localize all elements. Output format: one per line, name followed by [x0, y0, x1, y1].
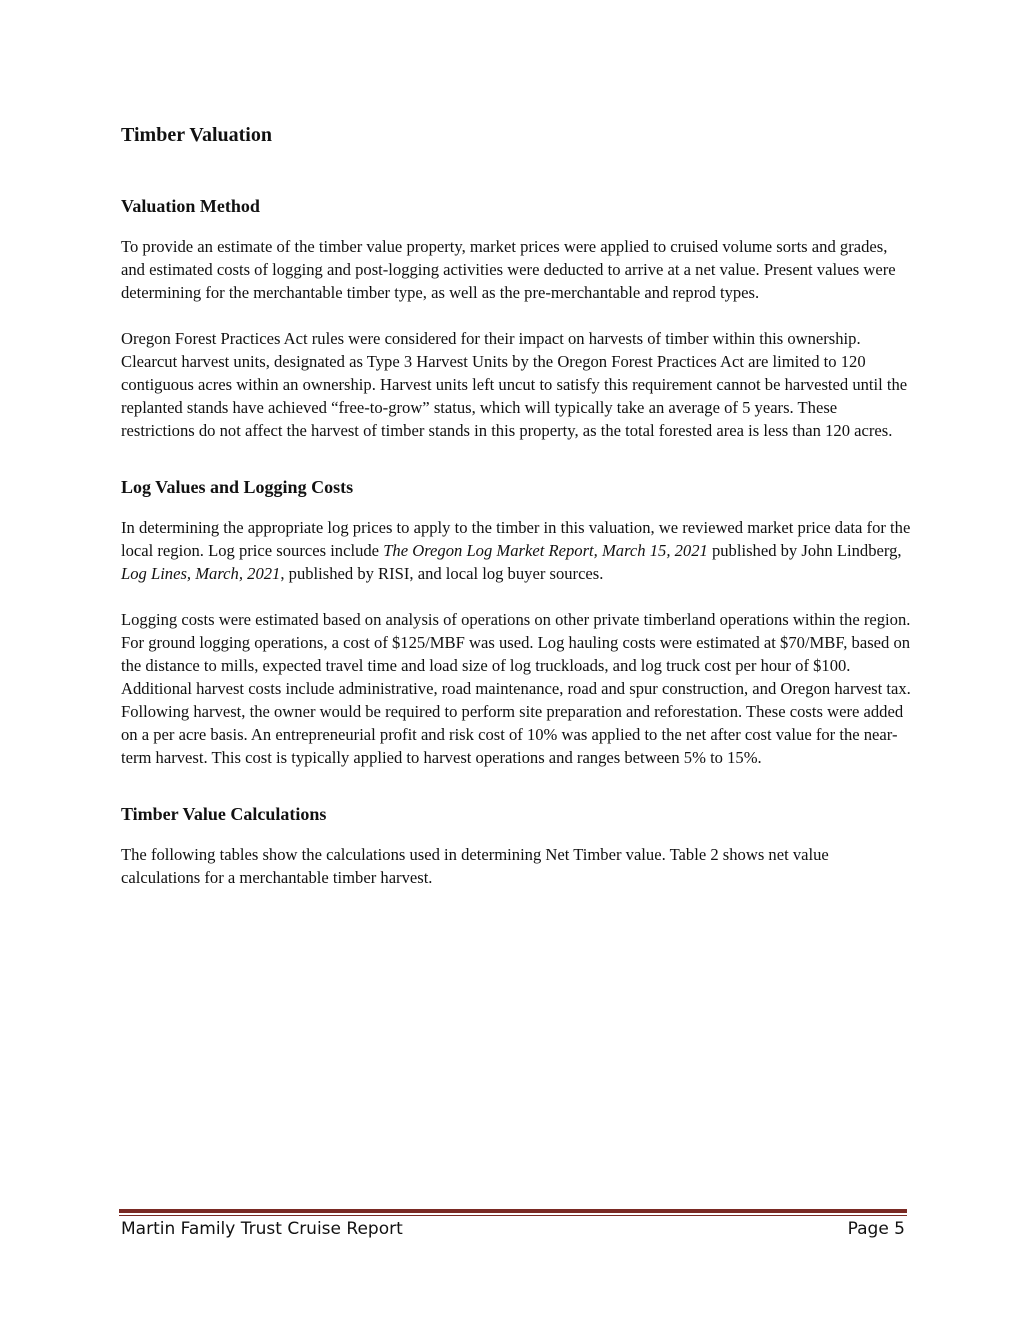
log-price-source-oregon-report: The Oregon Log Market Report, March 15, 2021	[383, 541, 708, 560]
section-heading-valuation-method: Valuation Method	[121, 196, 260, 216]
footer-rule	[119, 1209, 907, 1213]
page-title: Timber Valuation	[121, 124, 272, 146]
footer-rule-thin	[119, 1215, 907, 1216]
log-values-paragraph-2: Logging costs were estimated based on analysis of operations on other private timberland operations within the region. For ground logging operations, a cost of $125/MBF was used. Log hauling costs were estimated at $70/MBF, based on the distance to mills, expected travel time and load size of log truckloads, and log truck cost per hour of $100. Additional harvest costs include administrative, road maintenance, road and spur construction, and Oregon harvest tax. Following harvest, the owner would be required to perform site preparation and reforestation. These costs were added on a per acre basis. An entrepreneurial profit and risk cost of 10% was applied to the net after cost value for the near-term harvest. This cost is typically applied to harvest operations and ranges between 5% to 15%.	[121, 610, 911, 767]
timber-value-calculations-paragraph: The following tables show the calculations used in determining Net Timber value. Table 2 shows net value calculations for a merchantable timber harvest.	[121, 845, 829, 887]
valuation-method-paragraph-2: Oregon Forest Practices Act rules were considered for their impact on harvests of timber within this ownership. Clearcut harvest units, designated as Type 3 Harvest Units by the Oregon Forest Practices Act are limited to 120 contiguous acres within an ownership. Harvest units left uncut to satisfy this requirement cannot be harvested until the replanted stands have achieved “free-to-grow” status, which will typically take an average of 5 years. These restrictions do not affect the harvest of timber stands in this property, as the total forested area is less than 120 acres.	[121, 329, 908, 440]
section-heading-timber-value-calculations: Timber Value Calculations	[121, 804, 327, 824]
log-values-text-after: , published by RISI, and local log buyer sources.	[280, 564, 604, 583]
log-values-text-before: In determining the appropriate log prices to apply to the timber in this valuation, we reviewed market price data for the local region. Log price sources include	[121, 518, 911, 560]
log-price-source-log-lines: Log Lines, March, 2021	[121, 564, 281, 583]
page-content	[121, 122, 911, 912]
page-footer	[121, 1219, 905, 1239]
footer-page-number: Page 5	[847, 1219, 905, 1239]
log-values-text-middle: published by John Lindberg,	[707, 541, 902, 560]
log-values-paragraph-1	[121, 516, 911, 585]
valuation-method-paragraph-1: To provide an estimate of the timber value property, market prices were applied to cruised volume sorts and grades, and estimated costs of logging and post-logging activities were deducted to arrive at a net value. Present values were determining for the merchantable timber type, as well as the pre-merchantable and reprod types.	[121, 237, 896, 302]
footer-report-title: Martin Family Trust Cruise Report	[121, 1219, 403, 1239]
section-heading-log-values: Log Values and Logging Costs	[121, 477, 354, 497]
